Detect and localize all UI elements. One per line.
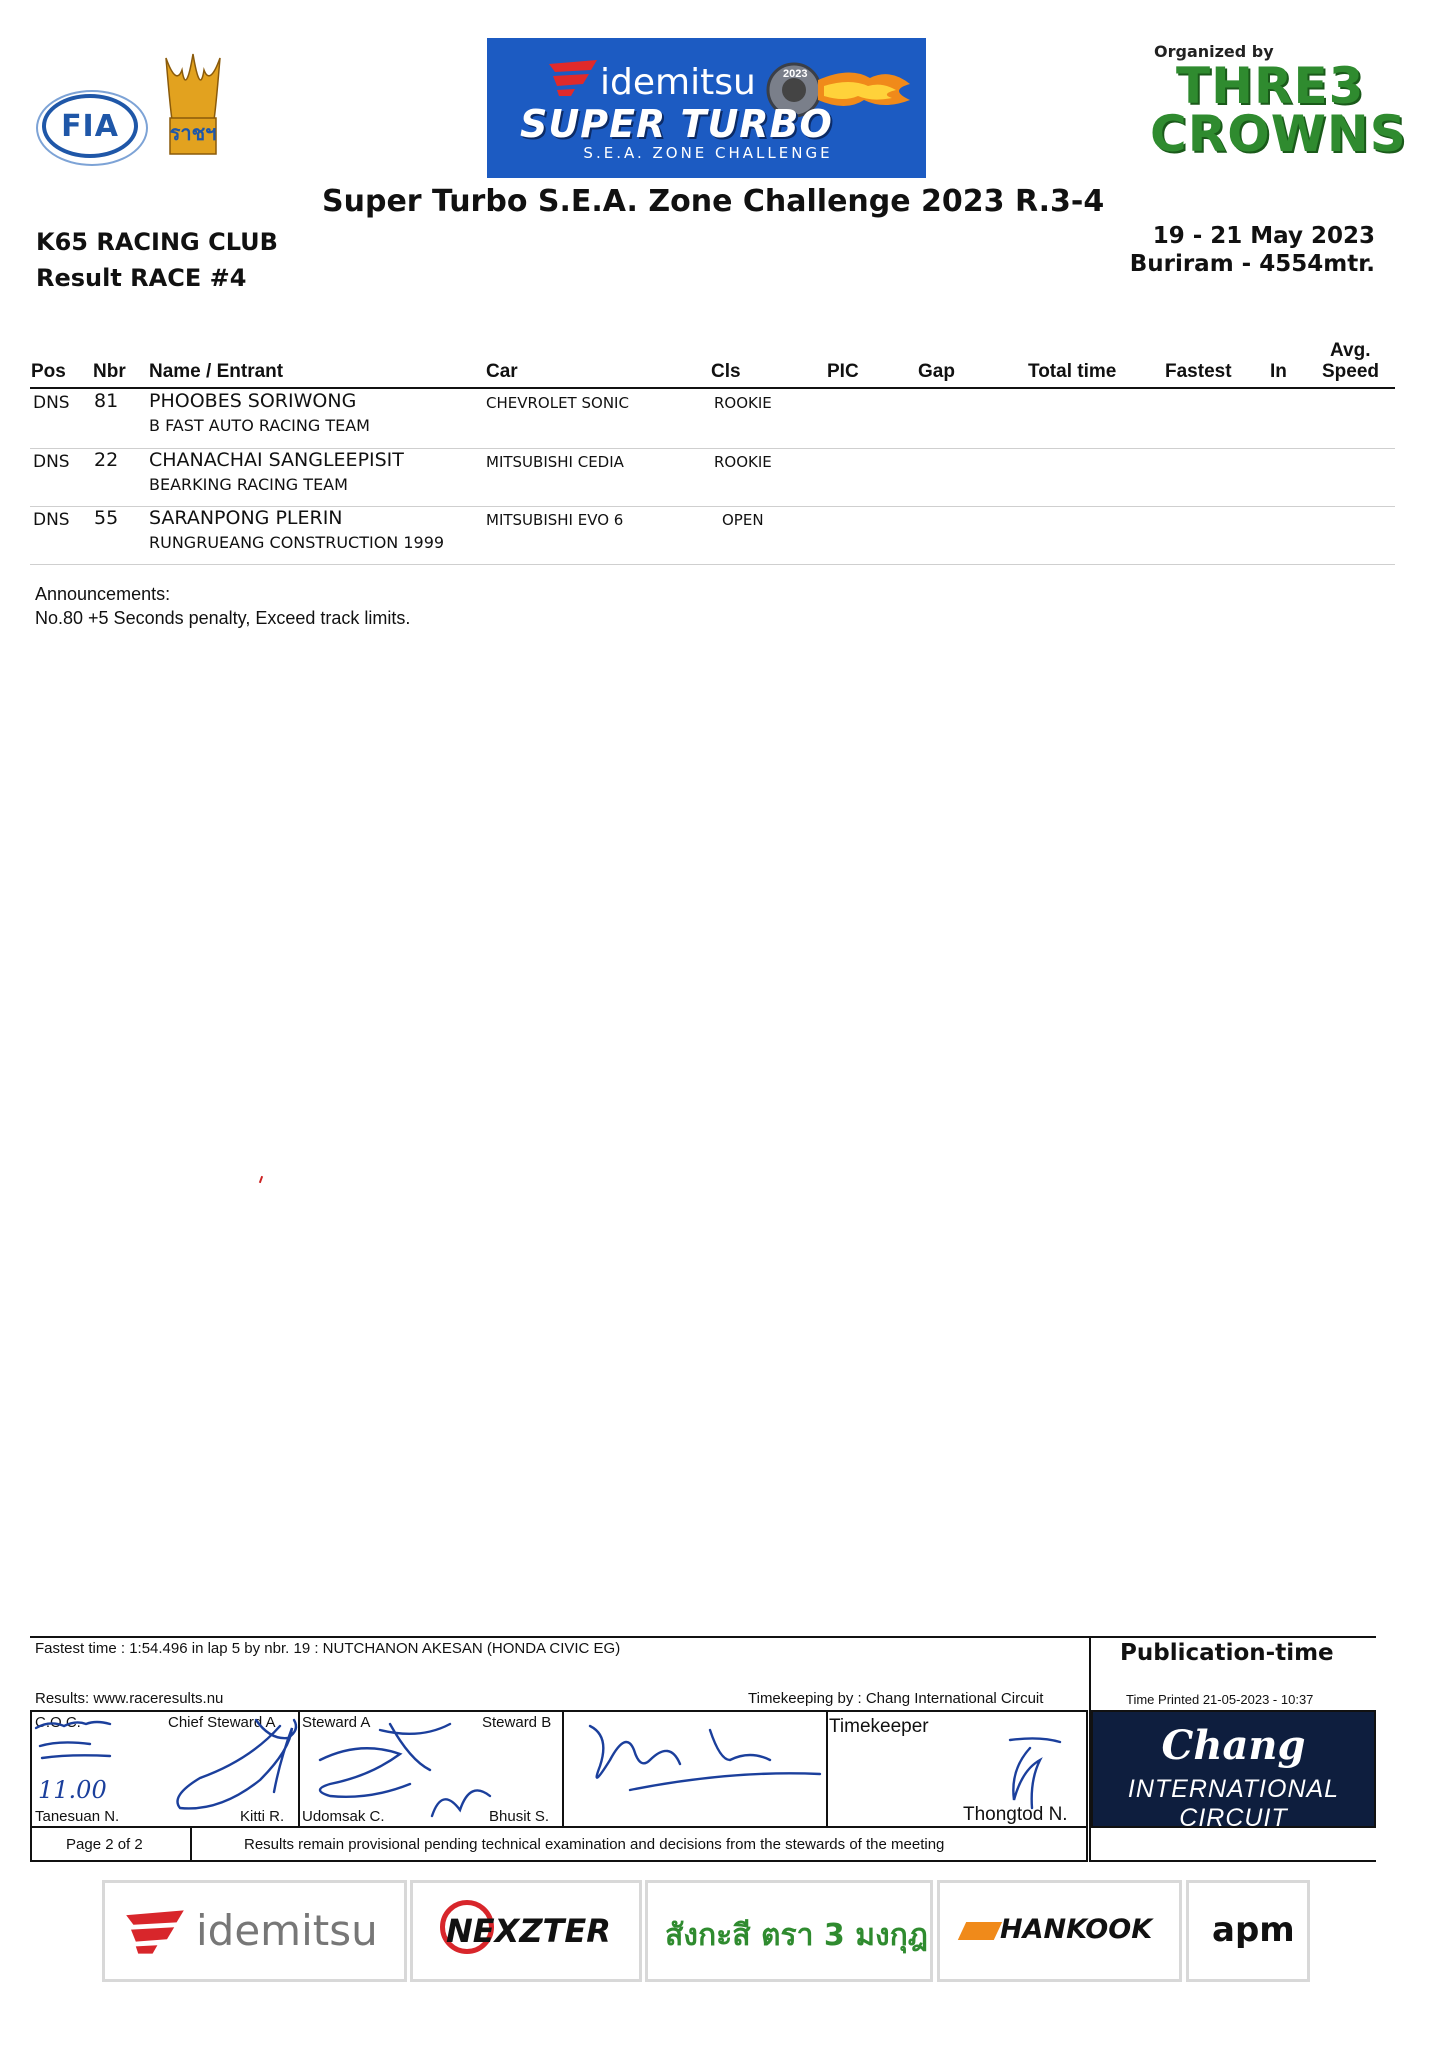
row-divider	[30, 564, 1395, 565]
announcements-title: Announcements:	[35, 584, 171, 604]
col-name: Name / Entrant	[149, 361, 284, 382]
col-avg-line1: Avg.	[1330, 340, 1371, 361]
row-team: RUNGRUEANG CONSTRUCTION 1999	[149, 533, 445, 552]
row-driver-name: CHANACHAI SANGLEEPISIT	[149, 449, 404, 471]
row-car: CHEVROLET SONIC	[486, 394, 629, 412]
row-nbr: 81	[94, 390, 119, 412]
fia-logo: FIA	[42, 94, 138, 158]
page-number: Page 2 of 2	[66, 1836, 143, 1853]
idemitsu-flag-icon	[545, 58, 601, 98]
row-team: B FAST AUTO RACING TEAM	[149, 416, 370, 435]
banner-brand: idemitsu	[600, 62, 756, 103]
row-team: BEARKING RACING TEAM	[149, 475, 348, 494]
sponsor-hankook-text: HANKOOK	[1000, 1914, 1153, 1945]
sponsor-idemitsu-text: idemitsu	[196, 1906, 378, 1955]
steward-b-name: Bhusit S.	[489, 1808, 550, 1825]
banner-year-badge: 2023	[783, 68, 808, 80]
footer-top-rule	[30, 1636, 1376, 1638]
footer-bottom-rule-right	[1089, 1860, 1376, 1862]
coc-label: C.O.C.	[35, 1714, 81, 1731]
sponsor-nexzter-text: NEXZTER	[446, 1912, 611, 1950]
row-nbr: 22	[94, 449, 119, 471]
footer-bottom-divider	[190, 1828, 192, 1862]
row-class: ROOKIE	[714, 453, 772, 471]
timekeeper-label: Timekeeper	[829, 1716, 929, 1737]
scan-mark	[259, 1176, 263, 1183]
event-venue: Buriram - 4554mtr.	[1129, 251, 1375, 277]
timekeeping-by: Timekeeping by : Chang International Circuit	[748, 1690, 1044, 1707]
row-class: ROOKIE	[714, 394, 772, 412]
col-pos: Pos	[31, 361, 66, 382]
chief-steward-label: Chief Steward A	[168, 1714, 276, 1731]
race-title: Result RACE #4	[36, 264, 247, 292]
idemitsu-sponsor-flag-icon	[120, 1908, 190, 1956]
organizer-label: Organized by	[1154, 42, 1274, 61]
handwritten-time: 11.00	[38, 1776, 107, 1804]
chang-logo-word: Chang	[1161, 1722, 1306, 1769]
banner-title: SUPER TURBO	[520, 102, 833, 146]
row-driver-name: PHOOBES SORIWONG	[149, 390, 357, 412]
organizer-logo-line2: CROWNS	[1150, 105, 1407, 163]
row-class: OPEN	[722, 511, 764, 529]
col-car: Car	[486, 361, 518, 382]
steward-a-label: Steward A	[302, 1714, 371, 1731]
organizer-logo-line1: THRE3	[1176, 57, 1365, 115]
event-title: Super Turbo S.E.A. Zone Challenge 2023 R.3-4	[322, 184, 1105, 219]
fastest-time-note: Fastest time : 1:54.496 in lap 5 by nbr. 19 : NUTCHANON AKESAN (HONDA CIVIC EG)	[35, 1640, 621, 1657]
sponsor-apm-text: apm	[1212, 1910, 1295, 1950]
row-pos: DNS	[33, 393, 70, 413]
col-cls: Cls	[711, 361, 741, 382]
row-driver-name: SARANPONG PLERIN	[149, 507, 343, 529]
organizer-logo	[1150, 57, 1407, 163]
chief-steward-name: Kitti R.	[240, 1808, 285, 1825]
row-nbr: 55	[94, 507, 119, 529]
publication-time-label: Publication-time	[1120, 1640, 1334, 1666]
row-car: MITSUBISHI EVO 6	[486, 511, 624, 529]
coc-name: Tanesuan N.	[35, 1808, 120, 1825]
event-date-venue	[1130, 222, 1375, 278]
banner-subtitle: S.E.A. ZONE CHALLENGE	[583, 144, 833, 162]
steward-a-name: Udomsak C.	[302, 1808, 385, 1825]
results-url: Results: www.raceresults.nu	[35, 1690, 224, 1707]
provisional-notice: Results remain provisional pending technical examination and decisions from the stewards of the meeting	[244, 1836, 945, 1853]
sponsor-three-crowns-text: สังกะสี ตรา 3 มงกุฎ	[665, 1918, 928, 1953]
club-name: K65 RACING CLUB	[36, 228, 278, 256]
handwritten-signatures	[30, 1700, 1088, 1840]
timekeeper-name: Thongtod N.	[963, 1804, 1068, 1825]
row-car: MITSUBISHI CEDIA	[486, 453, 624, 471]
col-gap: Gap	[918, 361, 955, 382]
col-fastest: Fastest	[1165, 361, 1232, 382]
col-pic: PIC	[827, 361, 859, 382]
steward-b-label: Steward B	[482, 1714, 552, 1731]
chang-logo-line2: CIRCUIT	[1179, 1804, 1288, 1832]
col-avg-line2: Speed	[1322, 361, 1380, 382]
col-in: In	[1270, 361, 1287, 382]
event-dates: 19 - 21 May 2023	[1152, 223, 1375, 249]
table-header-rule	[30, 387, 1395, 389]
rast-crest-text: ราชฯ	[169, 121, 217, 145]
time-printed: Time Printed 21-05-2023 - 10:37	[1126, 1692, 1314, 1707]
row-pos: DNS	[33, 510, 70, 530]
col-total-time: Total time	[1028, 361, 1117, 382]
row-pos: DNS	[33, 452, 70, 472]
chang-logo-line1: INTERNATIONAL	[1127, 1775, 1340, 1803]
col-nbr: Nbr	[93, 361, 126, 382]
announcements-text: No.80 +5 Seconds penalty, Exceed track limits.	[35, 608, 411, 628]
